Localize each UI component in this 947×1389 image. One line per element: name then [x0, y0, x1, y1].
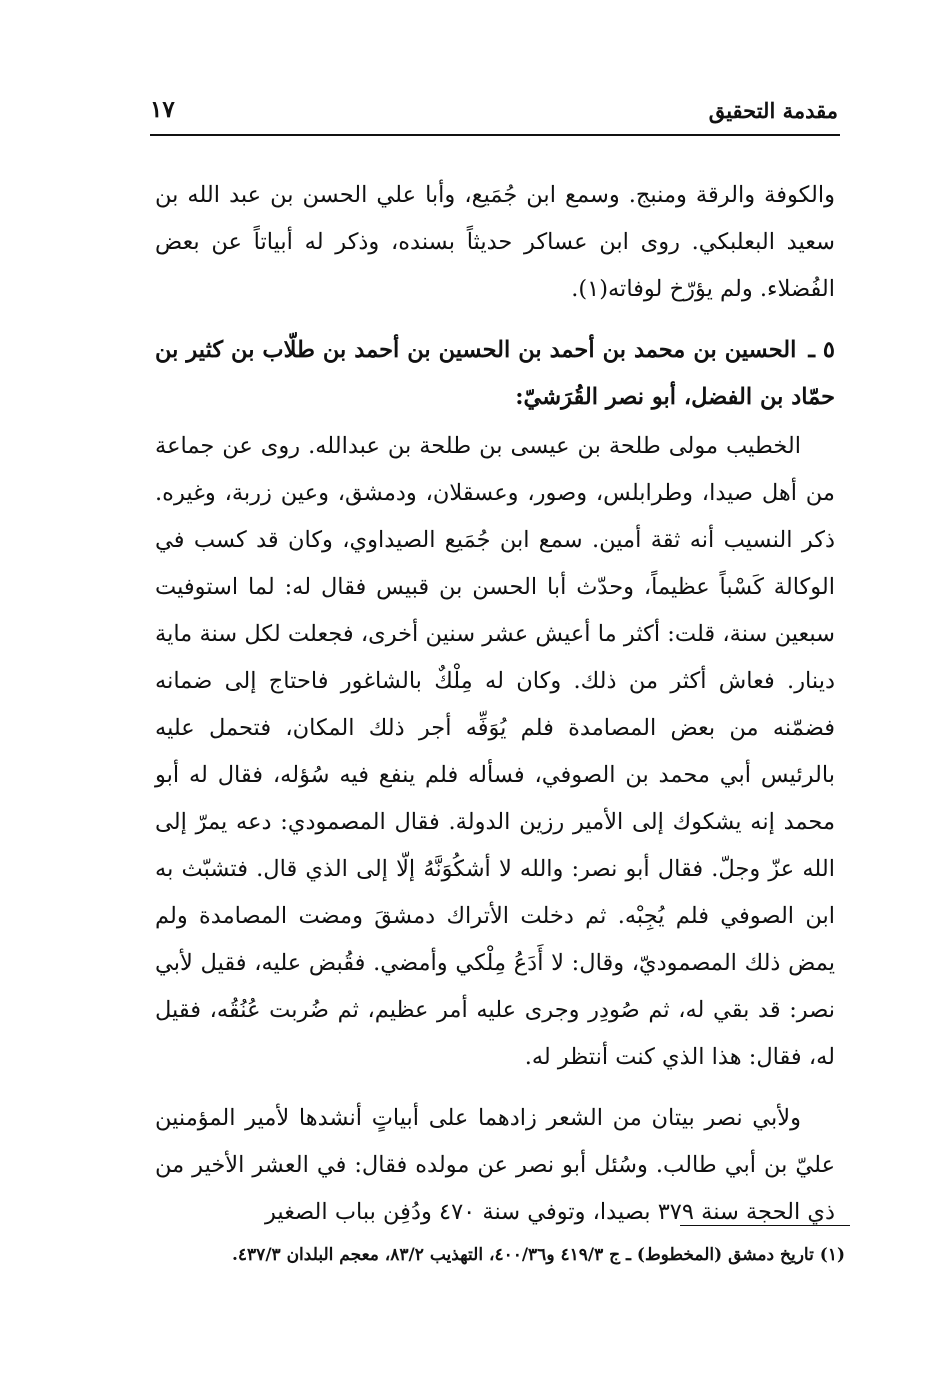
header-rule — [150, 134, 840, 136]
entry-number: ٥ ـ — [808, 337, 835, 363]
footnote-rule — [680, 1225, 850, 1226]
running-header — [150, 90, 838, 132]
main-text — [155, 172, 835, 1236]
paragraph-continuation: والكوفة والرقة ومنبج. وسمع ابن جُمَيع، وأبا علي الحسن بن عبد الله بن سعيد البعلبكي. روى ابن عساكر حديثاً بسنده، وذكر له أبياتاً عن بعض الفُضلاء. ولم يؤرّخ لوفاته(١). — [155, 182, 835, 302]
paragraph-biography: الخطيب مولى طلحة بن عيسى بن طلحة بن عبدالله. روى عن جماعة من أهل صيدا، وطرابلس، وصور، وعسقلان، ودمشق، وعين زربة، وغيره. ذكر النسيب أنه ثقة أمين. سمع ابن جُمَيع الصيداوي، وكان قد كسب في الوكالة كَسْباً عظيماً، وحدّث أبا الحسن بن قبيس فقال له: لما استوفيت سبعين سنة، قلت: أكثر ما أعيش عشر سنين أخرى، فجعلت لكل سنة ماية دينار. فعاش أكثر من ذلك. وكان له مِلْكٌ بالشاغور فاحتاج إلى ضمانه فضمّنه من بعض المصامدة فلم يُوَفِّه أجر ذلك المكان، فتحمل عليه بالرئيس أبي محمد بن الصوفي، فسأله فلم ينفع فيه سُؤله، فقال له أبو محمد إنه يشكوك إلى الأمير رزين الدولة. فقال المصمودي: دعه يمرّ إلى الله عزّ وجلّ. فقال أبو نصر: والله لا أشكُوَنَّهُ إلّا إلى الذي قال. فتشبّث به ابن الصوفي فلم يُجِبْه. ثم دخلت الأتراك دمشقَ ومضت المصامدة ولم يمض ذلك المصموديّ، وقال: لا أَدَعُ مِلْكي وأمضي. فقُبض عليه، فقيل لأبي نصر: قد بقي له، ثم صُودِر وجرى عليه أمر عظيم، ثم ضُربت عُنُقُه، فقيل له، فقال: هذا الذي كنت أنتظر له. — [155, 433, 835, 1070]
footnote: (١) تاريخ دمشق (المخطوط) ـ ج ٤١٩/٣ و٤٠٠/٣٦، التهذيب ٨٣/٢، معجم البلدان ٤٣٧/٣. — [232, 1245, 845, 1265]
entry-title: الحسين بن محمد بن أحمد بن الحسين بن أحمد بن طلّاب بن كثير بن حمّاد بن الفضل، أبو نصر القُرَشيّ: — [155, 337, 835, 410]
header-title: مقدمة التحقيق — [708, 98, 838, 123]
page-number: ١٧ — [150, 96, 175, 123]
paragraph-poetry-birth: ولأبي نصر بيتان من الشعر زادهما على أبياتٍ أنشدها لأمير المؤمنين عليّ بن أبي طالب. وسُئل أبو نصر عن مولده فقال: في العشر الأخير من ذي الحجة سنة ٣٧٩ بصيدا، وتوفي سنة ٤٧٠ ودُفِن بباب الصغير — [155, 1105, 835, 1225]
entry-heading — [155, 327, 835, 421]
